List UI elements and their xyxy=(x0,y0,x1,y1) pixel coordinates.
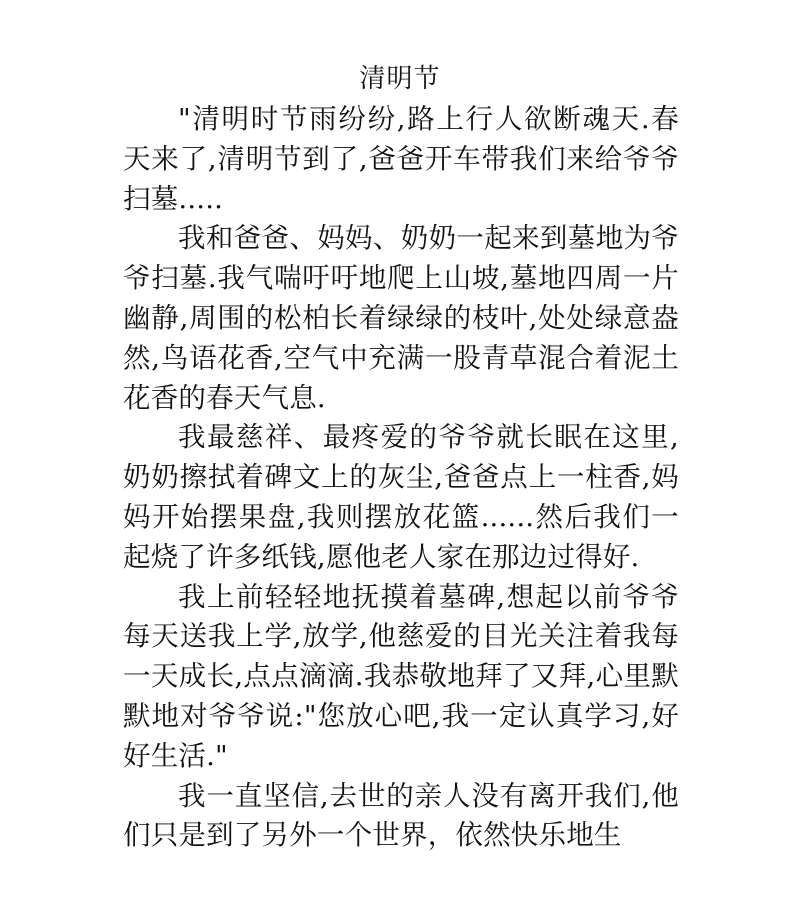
paragraph-1: "清明时节雨纷纷,路上行人欲断魂天.春天来了,清明节到了,爸爸开车带我们来给爷爷扫墓..... xyxy=(123,103,679,215)
paragraph-4: 我上前轻轻地抚摸着墓碑,想起以前爷爷每天送我上学,放学,他慈爱的目光关注着我每一天成长,点点滴滴.我恭敬地拜了又拜,心里默默地对爷爷说:"您放心吧,我一定认真学习,好好生活." xyxy=(123,580,679,772)
paragraph-3: 我最慈祥、最疼爱的爷爷就长眠在这里,奶奶擦拭着碑文上的灰尘,爸爸点上一柱香,妈妈开始摆果盘,我则摆放花篮......然后我们一起烧了许多纸钱,愿他老人家在那边过得好. xyxy=(123,421,679,573)
paragraph-2: 我和爸爸、妈妈、奶奶一起来到墓地为爷爷扫墓.我气喘吁吁地爬上山坡,墓地四周一片幽静,周围的松柏长着绿绿的枝叶,处处绿意盎然,鸟语花香,空气中充满一股青草混合着泥土花香的春天气息. xyxy=(123,222,679,414)
document-body xyxy=(123,100,679,856)
paragraph-5: 我一直坚信,去世的亲人没有离开我们,他们只是到了另外一个世界，依然快乐地生 xyxy=(123,779,679,852)
document-title: 清明节 xyxy=(359,64,441,94)
